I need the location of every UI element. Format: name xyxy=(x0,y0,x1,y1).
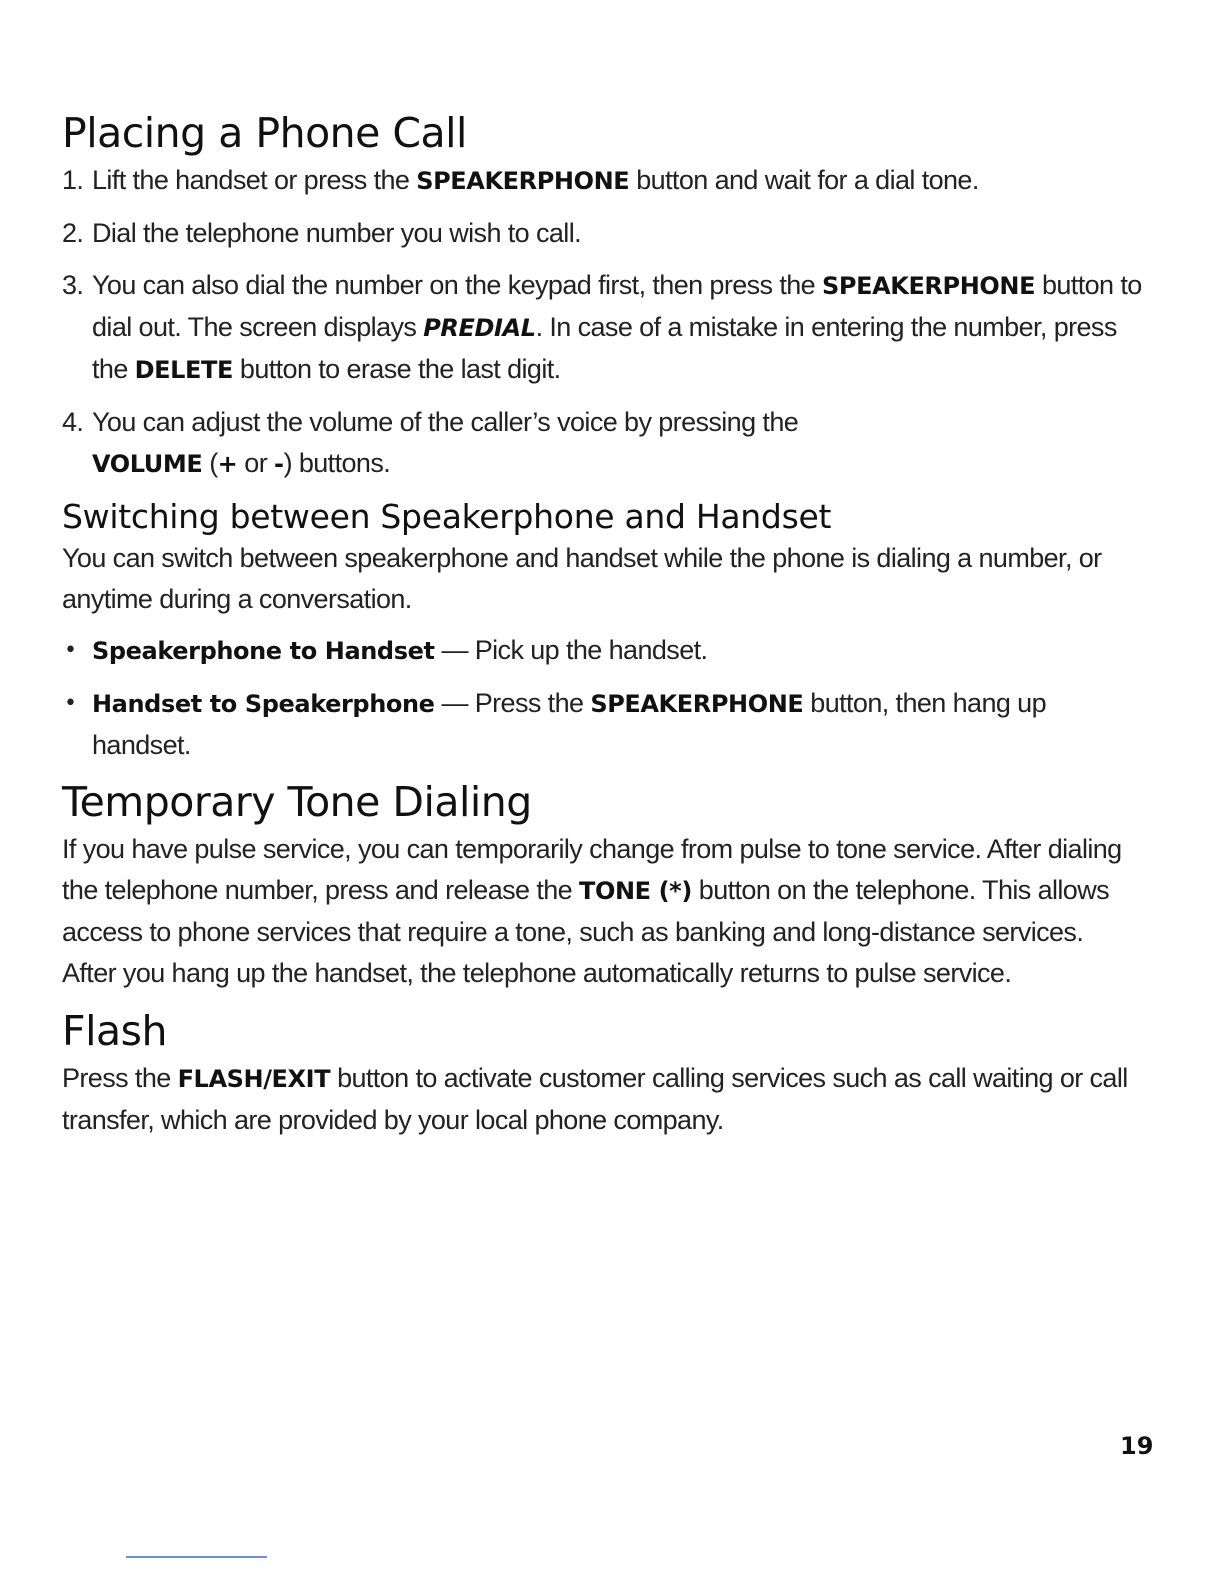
step-text: ( xyxy=(202,448,218,478)
tone-button-ref: TONE (*) xyxy=(578,877,692,905)
volume-plus-ref: + xyxy=(217,450,238,478)
step-text: button to erase the last digit. xyxy=(233,354,561,384)
step-text: Lift the handset or press the xyxy=(92,165,417,195)
bullet-heading: Speakerphone to Handset xyxy=(92,637,435,665)
section-title-placing-a-phone-call: Placing a Phone Call xyxy=(62,109,467,157)
flash-paragraph xyxy=(62,1058,1142,1141)
bullet-heading: Handset to Speakerphone xyxy=(92,690,435,718)
list-item-step-3 xyxy=(62,265,1142,391)
speakerphone-button-ref: SPEAKERPHONE xyxy=(590,690,804,718)
speakerphone-button-ref: SPEAKERPHONE xyxy=(416,167,630,195)
step-number: 3. xyxy=(62,270,84,300)
step-text: button and wait for a dial tone. xyxy=(629,165,979,195)
section-switching xyxy=(62,496,1142,766)
volume-minus-ref: - xyxy=(274,450,284,478)
flash-exit-button-ref: FLASH/EXIT xyxy=(177,1065,331,1093)
step-text: You can adjust the volume of the caller’s voice by pressing the xyxy=(92,407,799,437)
section-temporary-tone-dialing xyxy=(62,777,1142,994)
step-text: ) buttons. xyxy=(283,448,391,478)
section-title-temporary-tone-dialing: Temporary Tone Dialing xyxy=(62,778,532,826)
step-text: button to dial out. The screen displays xyxy=(92,270,1142,342)
page-number: 19 xyxy=(1120,1432,1154,1460)
volume-button-ref: VOLUME xyxy=(92,450,203,478)
placing-steps-list xyxy=(62,160,1142,485)
paragraph-text: button to activate customer calling services such as call waiting or call transfer, which are provided by your local phone company. xyxy=(62,1063,1128,1135)
paragraph-text: Press the xyxy=(62,1063,178,1093)
list-item-speakerphone-to-handset xyxy=(62,630,1142,672)
switching-intro: You can switch between speakerphone and handset while the phone is dialing a number, or anytime during a conversation. xyxy=(62,543,1102,614)
predial-display-ref: PREDIAL xyxy=(423,314,536,342)
step-text: Dial the telephone number you wish to call. xyxy=(92,218,581,248)
section-title-flash: Flash xyxy=(62,1007,167,1055)
step-number: 2. xyxy=(62,218,84,248)
list-item-handset-to-speakerphone xyxy=(62,683,1142,766)
section-placing-a-phone-call xyxy=(62,108,1142,485)
bullet-text: — Pick up the handset. xyxy=(434,635,708,665)
step-text: . In case of a mistake in entering the number, press the xyxy=(92,312,1117,384)
step-text: You can also dial the number on the keypad first, then press the xyxy=(92,270,822,300)
paragraph-text: If you have pulse service, you can temporarily change from pulse to tone service. After dialing the telephone number, press and release the xyxy=(62,834,1122,905)
step-number: 4. xyxy=(62,407,84,437)
bullet-text: button, then hang up handset. xyxy=(92,688,1047,760)
step-text: or xyxy=(237,448,274,478)
section-flash xyxy=(62,1006,1142,1141)
paragraph-text: button on the telephone. This allows access to phone services that require a tone, such as banking and long-distance services. After you hang up the handset, the telephone automatically returns to pulse service. xyxy=(62,875,1109,988)
bullet-icon: • xyxy=(64,691,77,716)
list-item-step-2 xyxy=(62,213,1142,254)
speakerphone-button-ref: SPEAKERPHONE xyxy=(822,272,1036,300)
switching-bullets-list xyxy=(62,630,1142,766)
bullet-icon: • xyxy=(64,638,77,663)
footer-divider xyxy=(126,1556,267,1558)
section-title-switching: Switching between Speakerphone and Handset xyxy=(62,497,832,536)
tone-paragraph xyxy=(62,829,1142,994)
list-item-step-1 xyxy=(62,160,1142,202)
delete-button-ref: DELETE xyxy=(134,356,234,384)
list-item-step-4 xyxy=(62,402,1142,485)
bullet-text: — Press the xyxy=(434,688,591,718)
step-number: 1. xyxy=(62,165,84,195)
manual-page xyxy=(62,108,1142,1141)
